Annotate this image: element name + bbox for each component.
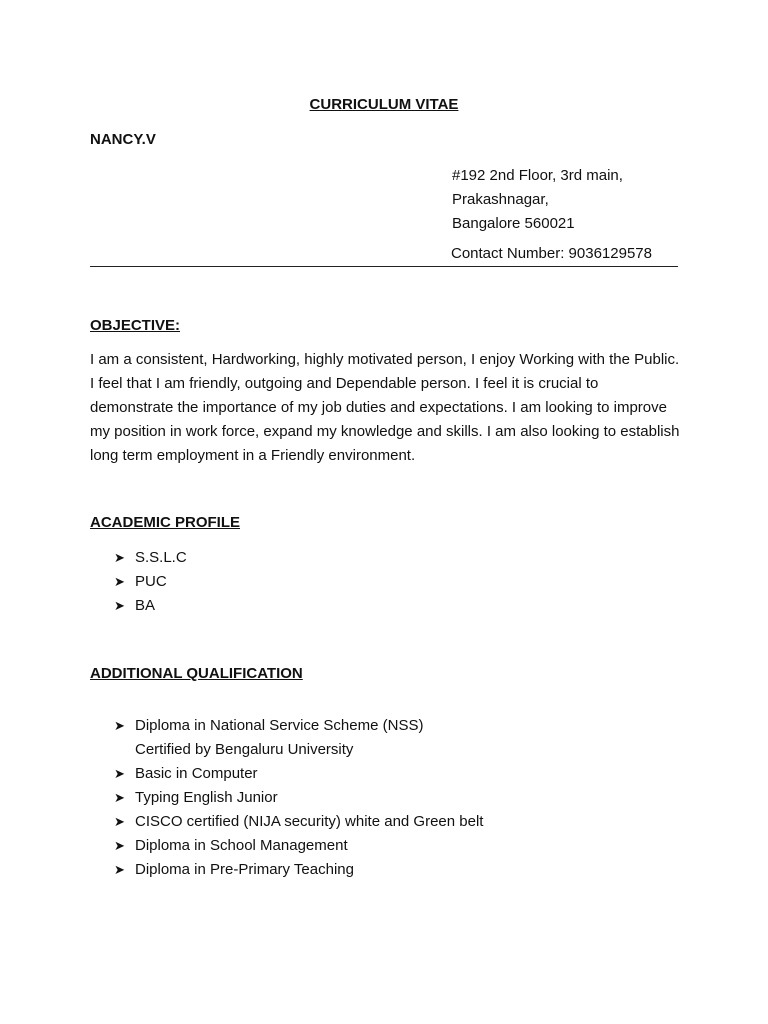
qualification-item-label: Diploma in School Management xyxy=(135,837,348,854)
academic-item-label: BA xyxy=(135,597,156,614)
list-item xyxy=(114,810,483,834)
contact-number: Contact Number: 9036129578 xyxy=(451,245,652,262)
header-divider xyxy=(90,266,678,267)
objective-heading: OBJECTIVE: xyxy=(90,317,181,334)
address-line: Prakashnagar, xyxy=(452,191,549,208)
additional-qualification-heading: ADDITIONAL QUALIFICATION xyxy=(90,665,303,682)
additional-qualification-list xyxy=(114,714,483,882)
qualification-item-label: Diploma in Pre-Primary Teaching xyxy=(135,861,354,878)
qualification-item-label: Diploma in National Service Scheme (NSS) xyxy=(135,717,424,734)
list-item xyxy=(114,834,483,858)
arrowhead-bullet-icon: ➤ xyxy=(114,598,125,613)
list-item xyxy=(114,714,483,762)
qualification-item-label: CISCO certified (NIJA security) white and Green belt xyxy=(135,813,484,830)
address-line: Bangalore 560021 xyxy=(452,215,575,232)
qualification-item-subtext: Certified by Bengaluru University xyxy=(135,741,354,758)
address-line: #192 2nd Floor, 3rd main, xyxy=(452,167,623,184)
arrowhead-bullet-icon: ➤ xyxy=(114,862,125,877)
objective-text: I am a consistent, Hardworking, highly motivated person, I enjoy Working with the Public. I feel that I am friendly, outgoing and Dependable person. I feel it is crucial to demonstrate the importance of my job duties and expectations. I am looking to improve my position in work force, expand my knowledge and skills. I am also looking to establish long term employment in a Friendly environment. xyxy=(90,351,680,464)
list-item xyxy=(114,570,187,594)
qualification-item-label: Basic in Computer xyxy=(135,765,258,782)
arrowhead-bullet-icon: ➤ xyxy=(114,574,125,589)
academic-profile-list xyxy=(114,546,187,618)
address-block xyxy=(452,164,623,236)
list-item xyxy=(114,762,483,786)
arrowhead-bullet-icon: ➤ xyxy=(114,550,125,565)
list-item xyxy=(114,786,483,810)
arrowhead-bullet-icon: ➤ xyxy=(114,838,125,853)
list-item xyxy=(114,858,483,882)
arrowhead-bullet-icon: ➤ xyxy=(114,790,125,805)
arrowhead-bullet-icon: ➤ xyxy=(114,814,125,829)
document-title: CURRICULUM VITAE xyxy=(309,96,459,113)
academic-item-label: S.S.L.C xyxy=(135,549,187,566)
list-item xyxy=(114,546,187,570)
academic-item-label: PUC xyxy=(135,573,167,590)
qualification-item-label: Typing English Junior xyxy=(135,789,278,806)
list-item xyxy=(114,594,187,618)
academic-profile-heading: ACADEMIC PROFILE xyxy=(90,514,240,531)
arrowhead-bullet-icon: ➤ xyxy=(114,766,125,781)
arrowhead-bullet-icon: ➤ xyxy=(114,718,125,733)
candidate-name: NANCY.V xyxy=(90,131,156,148)
